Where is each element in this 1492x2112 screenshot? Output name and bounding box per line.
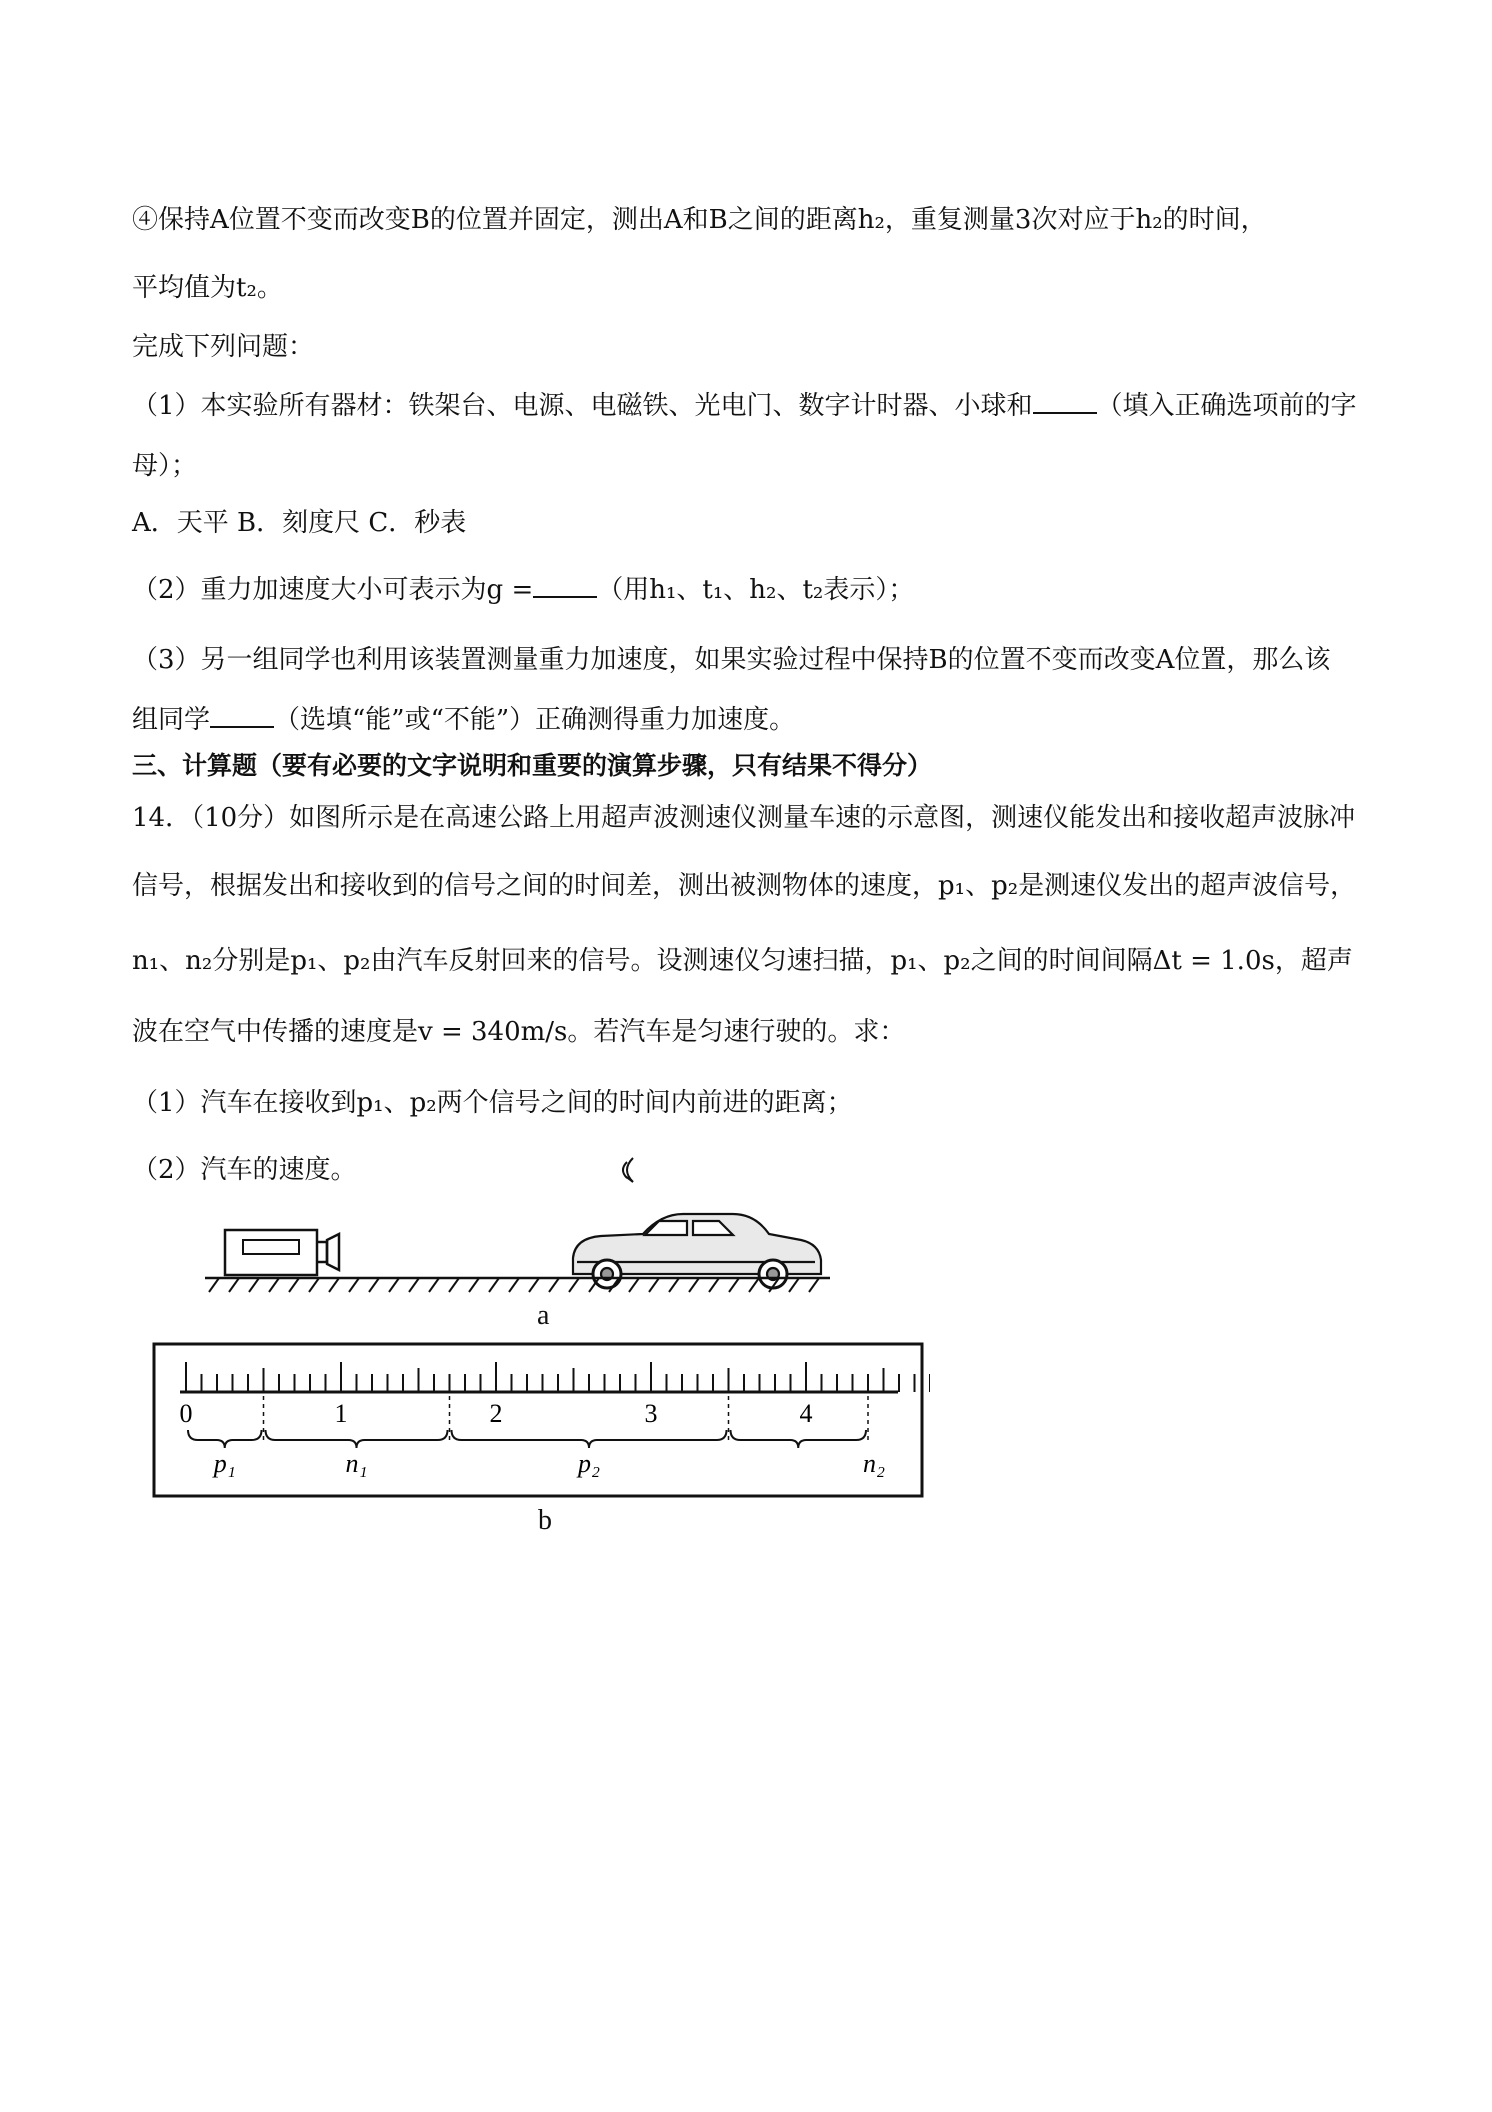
- road-hatch: [289, 1278, 299, 1292]
- road-hatch: [349, 1278, 359, 1292]
- signal-brace: [188, 1430, 262, 1448]
- ruler-number: 2: [489, 1399, 503, 1428]
- figure-a: [195, 1150, 845, 1310]
- question-1: [132, 386, 1362, 426]
- road-hatch: [689, 1278, 699, 1292]
- road-hatch: [789, 1278, 799, 1292]
- question-2-hint: （用h₁、t₁、h₂、t₂表示）；: [597, 575, 915, 605]
- road-hatch: [369, 1278, 379, 1292]
- question-1-options: A．天平 B．刻度尺 C．秒表: [132, 508, 467, 538]
- figure-b-label: b: [538, 1505, 552, 1536]
- road-hatch: [729, 1278, 739, 1292]
- road-hatch: [249, 1278, 259, 1292]
- problem-14-sub-2: （2）汽车的速度。: [132, 1155, 357, 1185]
- wave-icon: [623, 1158, 633, 1182]
- answer-blank-3[interactable]: [210, 700, 274, 728]
- road-hatch: [409, 1278, 419, 1292]
- question-3-text: 组同学: [132, 705, 211, 735]
- road-hatch: [749, 1278, 759, 1292]
- problem-14-sub-1: （1）汽车在接收到p₁、p₂两个信号之间的时间内前进的距离；: [132, 1088, 853, 1118]
- answer-blank-2[interactable]: [533, 570, 597, 598]
- question-3-hint: （选填“能”或“不能”）正确测得重力加速度。: [274, 705, 796, 735]
- figure-b: [150, 1340, 930, 1510]
- figure-a-label: a: [537, 1300, 550, 1331]
- ruler-ticks: [186, 1362, 930, 1392]
- road-hatch: [449, 1278, 459, 1292]
- road-hatch: [529, 1278, 539, 1292]
- step-4-text: ④保持A位置不变而改变B的位置并固定，测出A和B之间的距离h₂，重复测量3次对应于h₂的时间，: [132, 205, 1267, 235]
- road-hatch: [229, 1278, 239, 1292]
- question-1-hint: （填入正确选项前的字: [1096, 391, 1357, 421]
- signal-brace: [266, 1430, 448, 1448]
- answer-blank-1[interactable]: [1033, 386, 1097, 414]
- road-hatch: [389, 1278, 399, 1292]
- problem-14-line-3: n₁、n₂分别是p₁、p₂由汽车反射回来的信号。设测速仪匀速扫描，p₁、p₂之间的时间间隔Δt = 1.0s，超声: [132, 946, 1353, 976]
- question-2-text: （2）重力加速度大小可表示为g =: [132, 575, 534, 605]
- problem-14-line-2: 信号，根据发出和接收到的信号之间的时间差，测出被测物体的速度，p₁、p₂是测速仪发出的超声波信号，: [132, 871, 1357, 901]
- signal-label: p₂: [577, 1449, 601, 1478]
- road-hatch: [649, 1278, 659, 1292]
- question-1-continued: 母）；: [132, 451, 198, 481]
- step-4-continued: 平均值为t₂。: [132, 273, 283, 303]
- road-hatch: [569, 1278, 579, 1292]
- speed-gun-icon: [225, 1230, 339, 1275]
- signal-marks: [188, 1396, 885, 1478]
- road-hatch: [209, 1278, 219, 1292]
- road-hatch: [469, 1278, 479, 1292]
- road-hatch: [549, 1278, 559, 1292]
- road-hatch: [669, 1278, 679, 1292]
- road-hatch: [329, 1278, 339, 1292]
- signal-label: n₂: [862, 1449, 886, 1478]
- ruler-number: 3: [644, 1399, 658, 1428]
- road-hatch: [489, 1278, 499, 1292]
- road-hatch: [309, 1278, 319, 1292]
- ruler-numbers: [180, 1399, 813, 1428]
- signal-label: n₁: [345, 1449, 368, 1478]
- road-line: [205, 1278, 830, 1292]
- question-3-continued: [132, 700, 1362, 740]
- road-hatch: [709, 1278, 719, 1292]
- questions-intro: 完成下列问题：: [132, 332, 315, 362]
- road-hatch: [269, 1278, 279, 1292]
- ruler-number: 4: [799, 1399, 813, 1428]
- road-hatch: [629, 1278, 639, 1292]
- ruler-number: 1: [334, 1399, 348, 1428]
- road-hatch: [429, 1278, 439, 1292]
- question-1-text: （1）本实验所有器材：铁架台、电源、电磁铁、光电门、数字计时器、小球和: [132, 391, 1033, 421]
- road-hatch: [809, 1278, 819, 1292]
- road-hatch: [509, 1278, 519, 1292]
- signal-brace: [731, 1430, 867, 1448]
- question-3: （3）另一组同学也利用该装置测量重力加速度，如果实验过程中保持B的位置不变而改变A位置，那么该: [132, 645, 1331, 675]
- question-2: [132, 570, 1362, 610]
- problem-14-line-4: 波在空气中传播的速度是v = 340m/s。若汽车是匀速行驶的。求：: [132, 1017, 906, 1047]
- problem-14-line-1: 14．（10分）如图所示是在高速公路上用超声波测速仪测量车速的示意图，测速仪能发出和接收超声波脉冲: [132, 803, 1356, 833]
- section-heading: 三、计算题（要有必要的文字说明和重要的演算步骤，只有结果不得分）: [132, 751, 933, 780]
- signal-label: p₁: [213, 1449, 236, 1478]
- signal-brace: [452, 1430, 727, 1448]
- ruler-number: 0: [179, 1399, 193, 1428]
